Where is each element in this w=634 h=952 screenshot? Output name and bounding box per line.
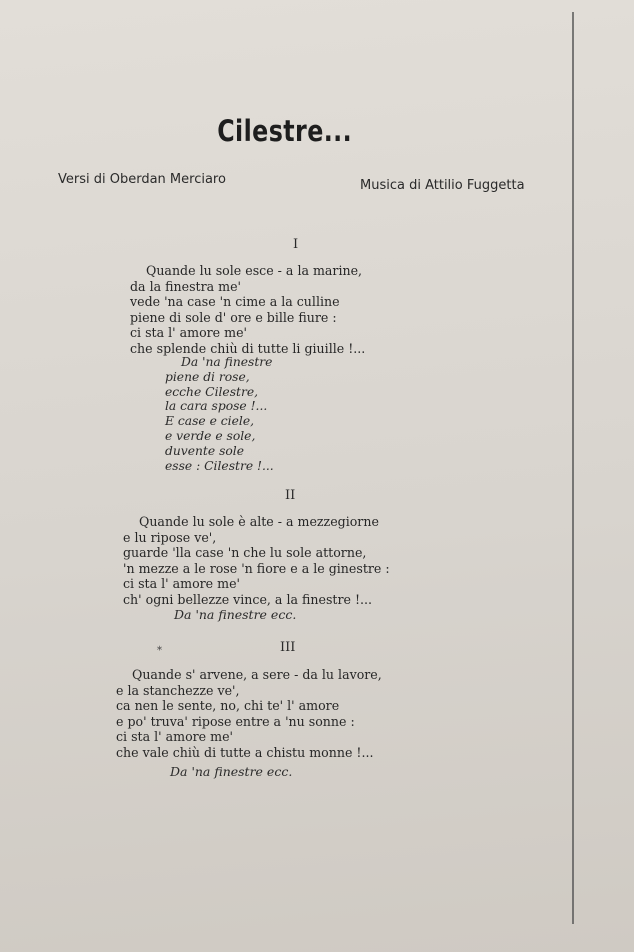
- verse-line: ci sta l' amore me': [116, 729, 233, 745]
- page-edge-line: [572, 12, 574, 924]
- refrain-line: e verde e sole,: [165, 428, 256, 443]
- verse-line: guarde 'lla case 'n che lu sole attorne,: [123, 545, 367, 561]
- stanza-numeral-2: II: [285, 488, 296, 503]
- refrain-line: piene di rose,: [165, 369, 250, 384]
- refrain-reference: Da 'na finestre ecc.: [170, 764, 293, 779]
- stanza-numeral-3: III: [280, 640, 296, 655]
- refrain-line: Da 'na finestre: [181, 355, 273, 369]
- print-specks: ⁎: [157, 642, 162, 653]
- verse-line: Quande s' arvene, a sere - da lu lavore,: [132, 667, 382, 682]
- lyrics-credit: Versi di Oberdan Merciaro: [58, 172, 226, 187]
- music-credit: Musica di Attilio Fuggetta: [360, 178, 525, 193]
- song-title: Cilestre...: [217, 114, 353, 148]
- verse-line: Quande lu sole è alte - a mezzegiorne: [139, 514, 379, 529]
- verse-line: vede 'na case 'n cime a la culline: [130, 294, 340, 310]
- refrain-line: ecche Cilestre,: [165, 384, 259, 399]
- verse-line: piene di sole d' ore e bille fiure :: [130, 309, 337, 325]
- verse-line: e po' truva' ripose entre a 'nu sonne :: [116, 713, 355, 729]
- verse-line: ca nen le sente, no, chi te' l' amore: [116, 698, 340, 714]
- stanza-2: [123, 514, 390, 608]
- refrain: [165, 355, 274, 473]
- verse-line: da la finestra me': [130, 278, 241, 294]
- stanza-numeral-1: I: [293, 237, 299, 252]
- verse-line: ch' ogni bellezze vince, a la finestre !...: [123, 591, 373, 607]
- verse-line: e lu ripose ve',: [123, 529, 217, 545]
- refrain-line: la cara spose !...: [165, 399, 268, 414]
- refrain-reference: Da 'na finestre ecc.: [174, 607, 297, 622]
- stanza-3: [116, 667, 382, 761]
- verse-line: che splende chiù di tutte li giuille !...: [130, 340, 366, 356]
- refrain-line: esse : Cilestre !...: [165, 458, 274, 473]
- verse-line: ci sta l' amore me': [123, 576, 240, 592]
- refrain-line: E case e ciele,: [165, 414, 255, 429]
- verse-line: 'n mezze a le rose 'n fiore e a le ginestre :: [123, 560, 390, 576]
- verse-line: che vale chiù di tutte a chistu monne !...: [116, 744, 374, 760]
- verse-line: ci sta l' amore me': [130, 325, 247, 341]
- refrain-line: duvente sole: [165, 443, 244, 458]
- stanza-1: [130, 263, 365, 357]
- verse-line: Quande lu sole esce - a la marine,: [146, 263, 363, 278]
- verse-line: e la stanchezze ve',: [116, 682, 240, 698]
